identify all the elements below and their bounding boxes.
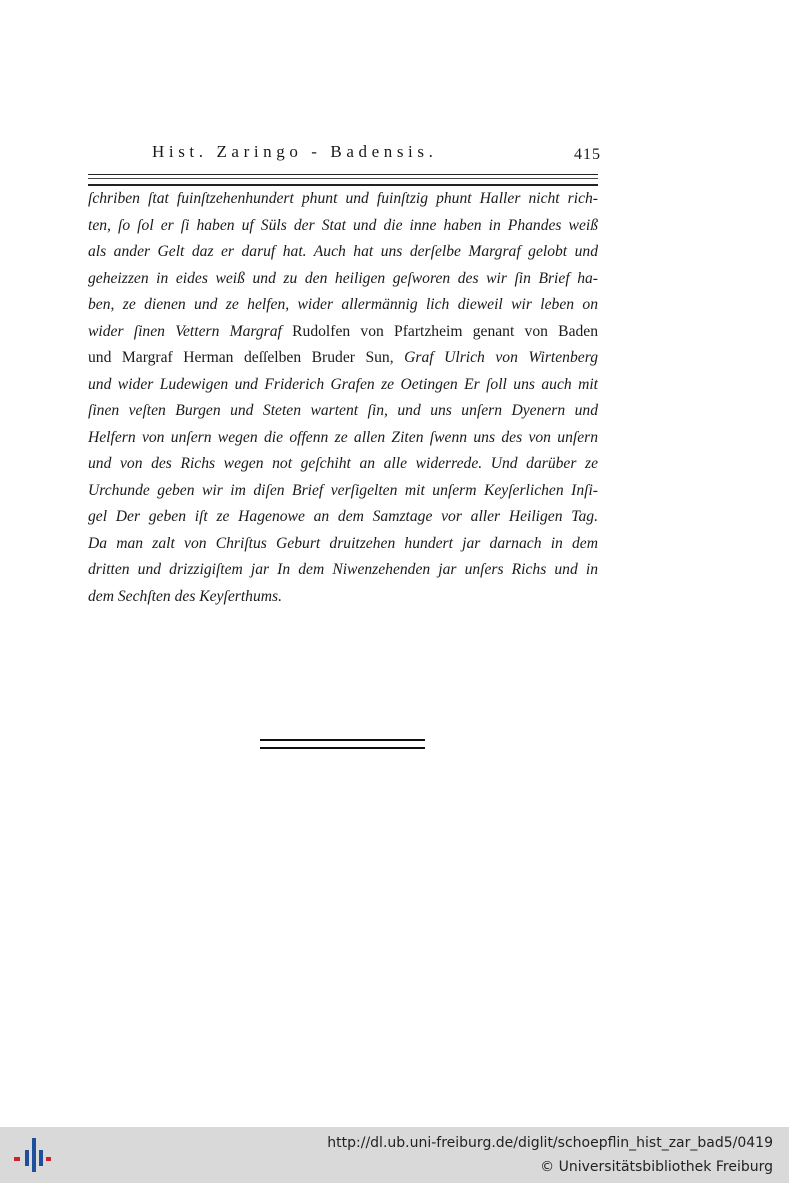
text-segment: dem Sechſten des Keyſerthums. — [88, 587, 283, 605]
text-segment: ſinen veſten Burgen und Steten wartent ſin, und uns unſern Dyenern und — [88, 402, 598, 419]
text-line — [88, 372, 598, 399]
text-line — [88, 266, 598, 293]
text-segment: Rudolfen von Pfartzheim genant von Baden — [292, 322, 599, 340]
page-number: 415 — [574, 146, 601, 163]
text-segment: ten, ſo ſol er ſi haben uf Süls der Stat und die inne haben in Phandes weiß — [88, 216, 598, 234]
text-line — [88, 239, 598, 266]
text-line — [88, 425, 598, 452]
text-segment: dritten und drizzigiſtem jar In dem Niwenzehenden jar unſers Richs und in — [88, 561, 598, 578]
text-line — [88, 451, 598, 478]
text-line — [88, 292, 598, 319]
header-rule — [88, 174, 598, 186]
text-segment: und wider Ludewigen und Friderich Grafen ze Oetingen Er ſoll uns auch mit — [88, 375, 598, 393]
text-line — [88, 345, 598, 372]
running-head: Hist. Zaringo - Badensis. — [152, 142, 438, 161]
text-line — [88, 213, 598, 240]
text-line — [88, 398, 598, 425]
text-line — [88, 186, 598, 213]
text-segment: ben, ze dienen und ze helfen, wider allermännig lich dieweil wir leben on — [88, 296, 598, 313]
text-segment: als ander Gelt daz er daruf hat. Auch hat uns derſelbe Margraf gelobt und — [88, 243, 598, 260]
text-segment: gel Der geben iſt ze Hagenowe an dem Samztage vor aller Heiligen Tag. — [88, 508, 598, 525]
text-segment: Helfern von unſern wegen die offenn ze allen Ziten ſwenn uns des von unſern — [88, 428, 598, 446]
end-rule — [260, 739, 425, 749]
text-segment: Urchunde geben wir im diſen Brief verſigelten mit unſerm Keyſerlichen Inſi- — [88, 481, 598, 499]
text-segment: wider ſinen Vettern Margraf — [88, 322, 293, 340]
text-line — [88, 531, 598, 558]
copyright-notice: © Universitätsbibliothek Freiburg — [540, 1159, 773, 1175]
text-segment: Da man zalt von Chriſtus Geburt druitzehen hundert jar darnach in dem — [88, 534, 598, 552]
text-segment: ſchriben ſtat fuinſtzehenhundert phunt und fuinſtzig phunt Haller nicht rich- — [88, 190, 598, 207]
text-segment: Graf Ulrich von Wirtenberg — [404, 349, 598, 366]
text-line — [88, 319, 598, 346]
text-segment: und Margraf Herman deſſelben Bruder Sun, — [88, 349, 405, 366]
text-line — [88, 584, 598, 611]
ub-freiburg-logo-icon[interactable] — [12, 1136, 52, 1174]
text-line — [88, 478, 598, 505]
footer-bar — [0, 1127, 789, 1183]
permalink-url[interactable]: http://dl.ub.uni-freiburg.de/diglit/schoepflin_hist_zar_bad5/0419 — [327, 1135, 773, 1151]
text-line — [88, 557, 598, 584]
text-line — [88, 504, 598, 531]
text-segment: und von des Richs wegen not geſchiht an alle widerrede. Und darüber ze — [88, 455, 598, 472]
body-text — [88, 186, 598, 610]
text-segment: geheizzen in eides weiß und zu den heiligen geſworen des wir ſin Brief ha- — [88, 269, 598, 287]
